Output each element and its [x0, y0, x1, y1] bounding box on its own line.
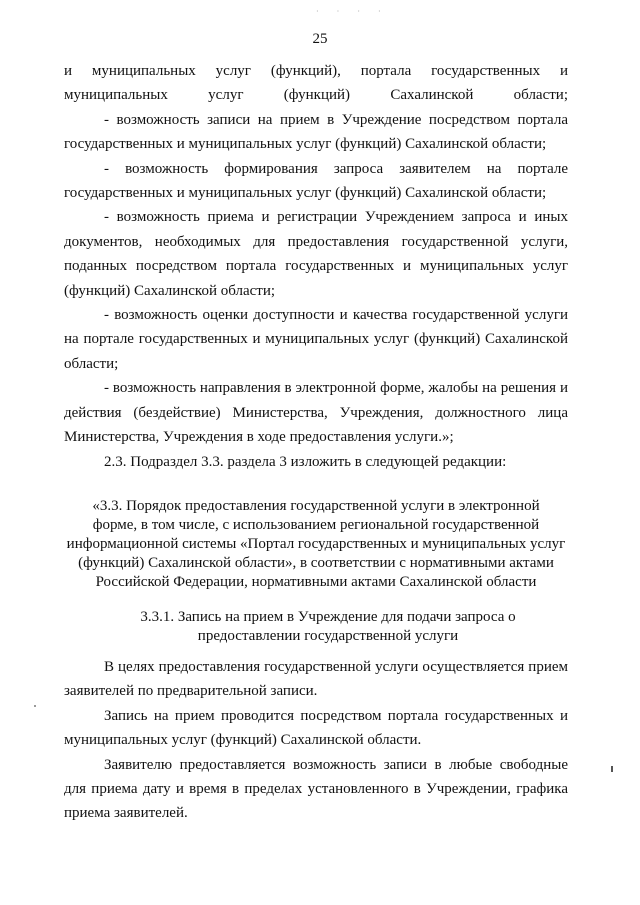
heading-line: (функций) Сахалинской области», в соответствии с нормативными актами [78, 555, 554, 571]
heading-line: форме, в том числе, с использованием региональной государственной [92, 517, 540, 533]
document-body [64, 59, 568, 474]
paragraph-continuation: и муниципальных услуг (функций), портала государственных и муниципальных услуг (функций) Сахалинской области; [64, 63, 568, 104]
scan-speck [611, 766, 613, 772]
document-body-continued [64, 655, 568, 826]
list-item: - возможность оценки доступности и качества государственной услуги на портале государственных и муниципальных услуг (функций) Сахалинской области; [64, 307, 568, 372]
amendment-instruction: 2.3. Подраздел 3.3. раздела 3 изложить в следующей редакции: [104, 453, 507, 470]
subsection-heading [64, 608, 568, 646]
paragraph: Заявителю предоставляется возможность записи в любые свободные для приема дату и время в пределах установленного в Учреждении, графика приема заявителей. [64, 756, 568, 822]
list-item: - возможность приема и регистрации Учреждением запроса и иных документов, необходимых для предоставления государственной услуги, поданных посредством портала государственных и муниципальных услуг (функций) Сахалинской области; [64, 209, 568, 299]
paragraph: Запись на прием проводится посредством портала государственных и муниципальных услуг (функций) Сахалинской области. [64, 707, 568, 749]
list-item: - возможность формирования запроса заявителем на портале государственных и муниципальных услуг (функций) Сахалинской области; [64, 160, 568, 202]
scan-speck [34, 705, 36, 707]
list-item: - возможность направления в электронной форме, жалобы на решения и действия (бездействие) Министерства, Учреждения, должностного лица Министерства, Учреждения в ходе предоставления услуги.»; [64, 380, 568, 446]
section-heading [64, 497, 568, 592]
paragraph: В целях предоставления государственной услуги осуществляется прием заявителей по предварительной записи. [64, 659, 568, 700]
heading-line: Российской Федерации, нормативными актами Сахалинской области [95, 574, 537, 590]
list-item: - возможность записи на прием в Учреждение посредством портала государственных и муниципальных услуг (функций) Сахалинской области; [64, 111, 568, 153]
page-number: 25 [312, 31, 328, 47]
scan-marks: · · · · [316, 7, 389, 16]
heading-line: «3.3. Порядок предоставления государственной услуги в электронной [92, 498, 540, 514]
heading-line: предоставлении государственной услуги [197, 628, 459, 644]
heading-line: 3.3.1. Запись на прием в Учреждение для подачи запроса о [140, 609, 516, 625]
heading-line: информационной системы «Портал государственных и муниципальных услуг [66, 536, 566, 552]
